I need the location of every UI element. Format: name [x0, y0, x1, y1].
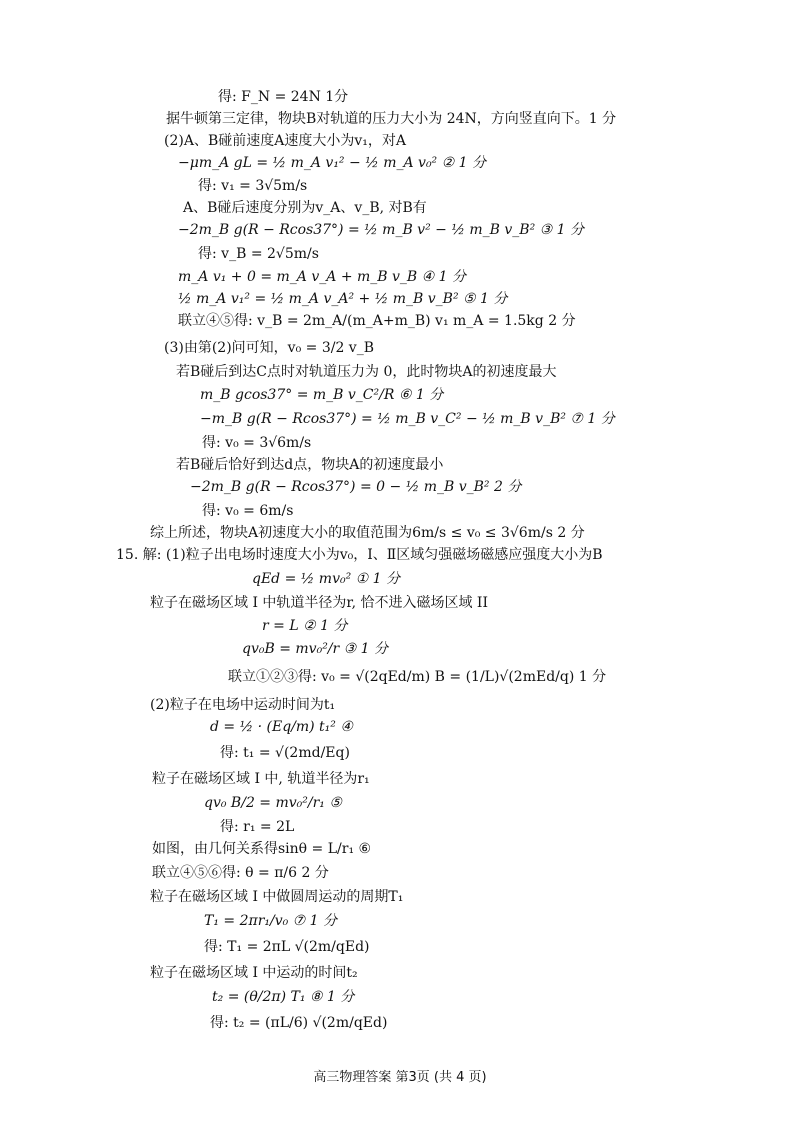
- answer-line: 粒子在磁场区域 I 中轨道半径为r, 恰不进入磁场区域 II: [150, 595, 488, 611]
- answer-line: 得: v₀ = 3√6m/s: [202, 435, 312, 451]
- equation-line: qv₀ B/2 = mv₀²/r₁ ⑤: [204, 795, 342, 811]
- equation-line: t₂ = (θ/2π) T₁ ⑧ 1 分: [212, 989, 355, 1005]
- answer-line: 得: t₁ = √(2md/Eq): [220, 745, 350, 761]
- answer-line: 联立④⑤得: v_B = 2m_A/(m_A+m_B) v₁ m_A = 1.5kg 2 分: [178, 313, 576, 329]
- equation-line: r = L ② 1 分: [262, 618, 348, 634]
- answer-line: 得: r₁ = 2L: [220, 819, 295, 835]
- answer-line: 粒子在磁场区域 I 中, 轨道半径为r₁: [152, 771, 370, 787]
- equation-line: −2m_B g(R − Rcos37°) = ½ m_B v² − ½ m_B v_B² ③ 1 分: [178, 222, 584, 238]
- answer-line: 粒子在磁场区域 I 中做圆周运动的周期T₁: [150, 889, 404, 905]
- page-footer: 高三物理答案 第3页 (共 4 页): [313, 1070, 487, 1085]
- answer-line: 若B碰后到达C点时对轨道压力为 0，此时物块A的初速度最大: [176, 364, 557, 380]
- equation-line: −μm_A gL = ½ m_A v₁² − ½ m_A v₀² ② 1 分: [178, 155, 486, 171]
- equation-line: d = ½ · (Eq/m) t₁² ④: [210, 719, 353, 735]
- equation-line: −2m_B g(R − Rcos37°) = 0 − ½ m_B v_B² 2 分: [190, 479, 522, 495]
- answer-line: 联立④⑤⑥得: θ = π/6 2 分: [152, 865, 329, 881]
- answer-line: 得: v_B = 2√5m/s: [198, 246, 319, 262]
- answer-line: A、B碰后速度分别为v_A、v_B, 对B有: [183, 200, 427, 216]
- answer-line: 得: v₁ = 3√5m/s: [198, 178, 308, 194]
- answer-line: 得: v₀ = 6m/s: [202, 503, 294, 519]
- answer-line: (2)粒子在电场中运动时间为t₁: [150, 697, 336, 713]
- answer-line: (3)由第(2)问可知，v₀ = 3/2 v_B: [164, 340, 374, 356]
- answer-line: 据牛顿第三定律，物块B对轨道的压力大小为 24N，方向竖直向下。1 分: [166, 111, 617, 127]
- answer-line: 联立①②③得: v₀ = √(2qEd/m) B = (1/L)√(2mEd/q) 1 分: [228, 669, 607, 685]
- answer-line: 综上所述，物块A初速度大小的取值范围为6m/s ≤ v₀ ≤ 3√6m/s 2 分: [150, 525, 585, 541]
- answer-line: 如图，由几何关系得sinθ = L/r₁ ⑥: [152, 841, 372, 857]
- equation-line: T₁ = 2πr₁/v₀ ⑦ 1 分: [204, 913, 338, 929]
- answer-line: 得: F_N = 24N 1分: [218, 89, 349, 105]
- answer-line: 若B碰后恰好到达d点，物块A的初速度最小: [176, 457, 444, 473]
- equation-line: ½ m_A v₁² = ½ m_A v_A² + ½ m_B v_B² ⑤ 1 分: [178, 291, 508, 307]
- equation-line: −m_B g(R − Rcos37°) = ½ m_B v_C² − ½ m_B v_B² ⑦ 1 分: [200, 411, 615, 427]
- equation-line: qEd = ½ mv₀² ① 1 分: [252, 571, 401, 587]
- answer-line: (2)A、B碰前速度A速度大小为v₁，对A: [164, 133, 406, 149]
- answer-line: 得: T₁ = 2πL √(2m/qEd): [204, 939, 370, 955]
- answer-line: 15. 解: (1)粒子出电场时速度大小为v₀，Ⅰ、Ⅱ区域匀强磁场磁感应强度大小为B: [116, 547, 603, 563]
- answer-line: 得: t₂ = (πL/6) √(2m/qEd): [210, 1015, 388, 1031]
- equation-line: m_B gcos37° = m_B v_C²/R ⑥ 1 分: [200, 387, 444, 403]
- equation-line: qv₀B = mv₀²/r ③ 1 分: [242, 641, 389, 657]
- answer-line: 粒子在磁场区域 I 中运动的时间t₂: [150, 965, 358, 981]
- equation-line: m_A v₁ + 0 = m_A v_A + m_B v_B ④ 1 分: [178, 269, 467, 285]
